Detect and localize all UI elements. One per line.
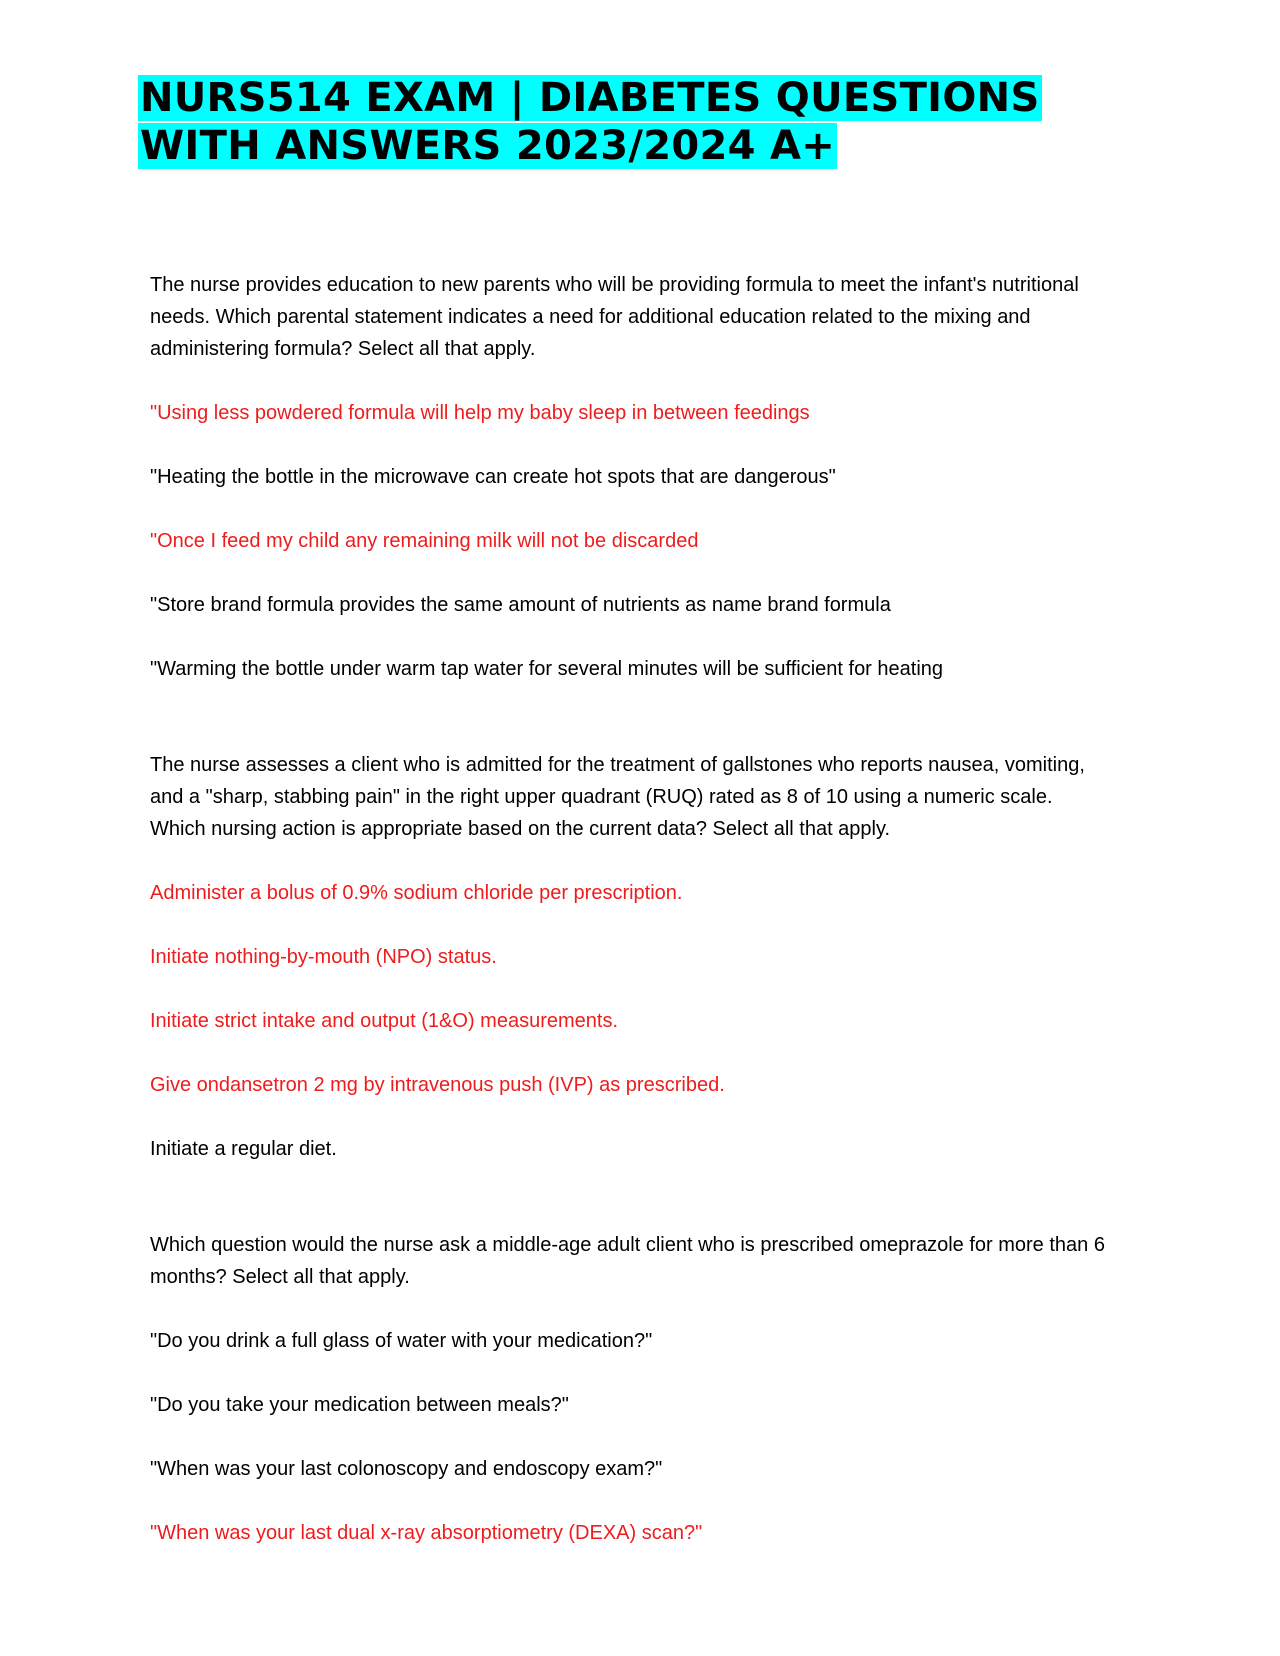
title-line-1: NURS514 EXAM | DIABETES QUESTIONS: [140, 75, 1040, 121]
answer-option: Initiate a regular diet.: [150, 1138, 337, 1160]
page-title: [138, 74, 1138, 170]
answer-option: "Do you take your medication between meals?": [150, 1394, 569, 1416]
answer-option: "Warming the bottle under warm tap water for several minutes will be sufficient for heating: [150, 658, 944, 680]
answer-option: Initiate strict intake and output (1&O) measurements.: [150, 1010, 618, 1032]
answer-option: "Do you drink a full glass of water with your medication?": [150, 1330, 653, 1352]
question-list: [150, 269, 1110, 1549]
question-text: Which question would the nurse ask a middle-age adult client who is prescribed omeprazole for more than 6 months? Select all that apply.: [150, 1234, 1105, 1288]
answer-option: Administer a bolus of 0.9% sodium chloride per prescription.: [150, 882, 683, 904]
question-block: [150, 749, 1110, 1165]
question-text: The nurse provides education to new parents who will be providing formula to meet the infant's nutritional needs. Which parental statement indicates a need for additional education related to the mixing and administering formula? Select all that apply.: [150, 274, 1079, 360]
question-block: [150, 1229, 1110, 1549]
answer-option: "Once I feed my child any remaining milk will not be discarded: [150, 530, 699, 552]
question-block: [150, 269, 1110, 685]
answer-option: "Heating the bottle in the microwave can create hot spots that are dangerous": [150, 466, 836, 488]
answer-option: Initiate nothing-by-mouth (NPO) status.: [150, 946, 497, 968]
answer-option: "Using less powdered formula will help my baby sleep in between feedings: [150, 402, 810, 424]
answer-option: "When was your last colonoscopy and endoscopy exam?": [150, 1458, 663, 1480]
answer-option: "Store brand formula provides the same amount of nutrients as name brand formula: [150, 594, 891, 616]
question-text: The nurse assesses a client who is admitted for the treatment of gallstones who reports nausea, vomiting, and a "sharp, stabbing pain" in the right upper quadrant (RUQ) rated as 8 of 10 using a numeric scale. Which nursing action is appropriate based on the current data? Select all that apply.: [150, 754, 1085, 840]
answer-option: Give ondansetron 2 mg by intravenous push (IVP) as prescribed.: [150, 1074, 725, 1096]
answer-option: "When was your last dual x-ray absorptiometry (DEXA) scan?": [150, 1522, 703, 1544]
title-line-2: WITH ANSWERS 2023/2024 A+: [140, 123, 836, 169]
